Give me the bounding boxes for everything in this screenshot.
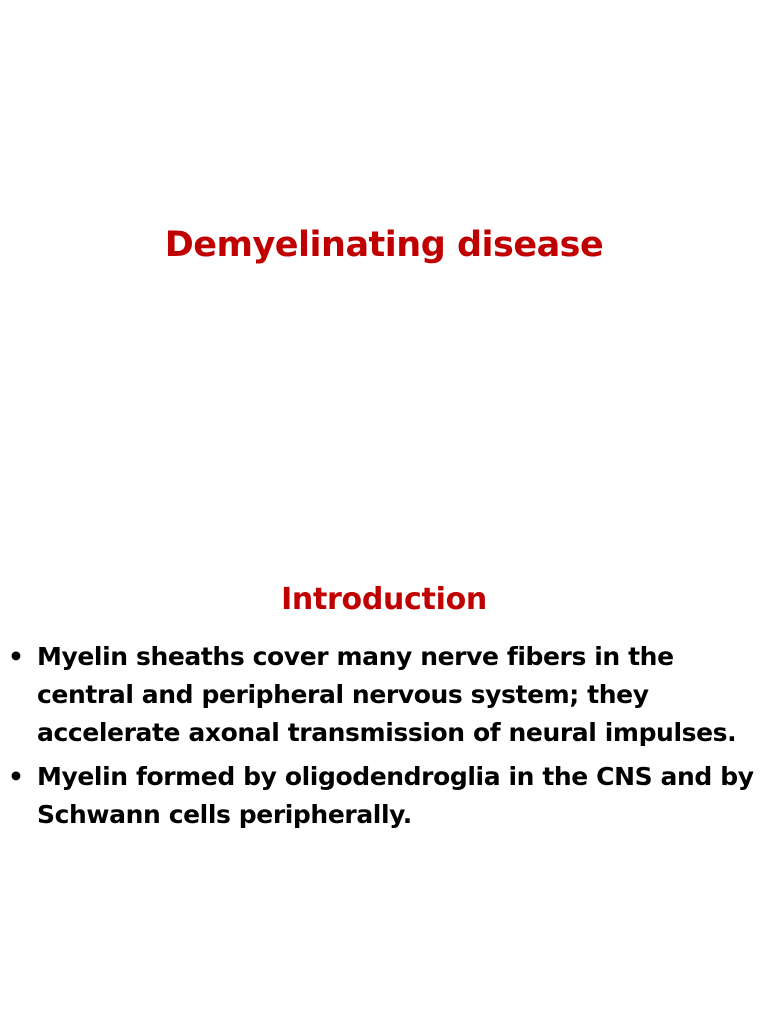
bullet-text: Myelin sheaths cover many nerve fibers in the central and peripheral nervous system; they accelerate axonal transmission of neural impulses. (37, 642, 737, 747)
bullet-text: Myelin formed by oligodendroglia in the CNS and by Schwann cells peripherally. (37, 762, 754, 829)
bullet-item (0, 758, 768, 834)
bullet-item (0, 638, 768, 752)
bullet-icon: • (8, 642, 24, 671)
section-heading: Introduction (281, 582, 487, 617)
slide-title: Demyelinating disease (164, 225, 604, 265)
bullet-list (0, 638, 768, 840)
bullet-icon: • (8, 762, 24, 791)
